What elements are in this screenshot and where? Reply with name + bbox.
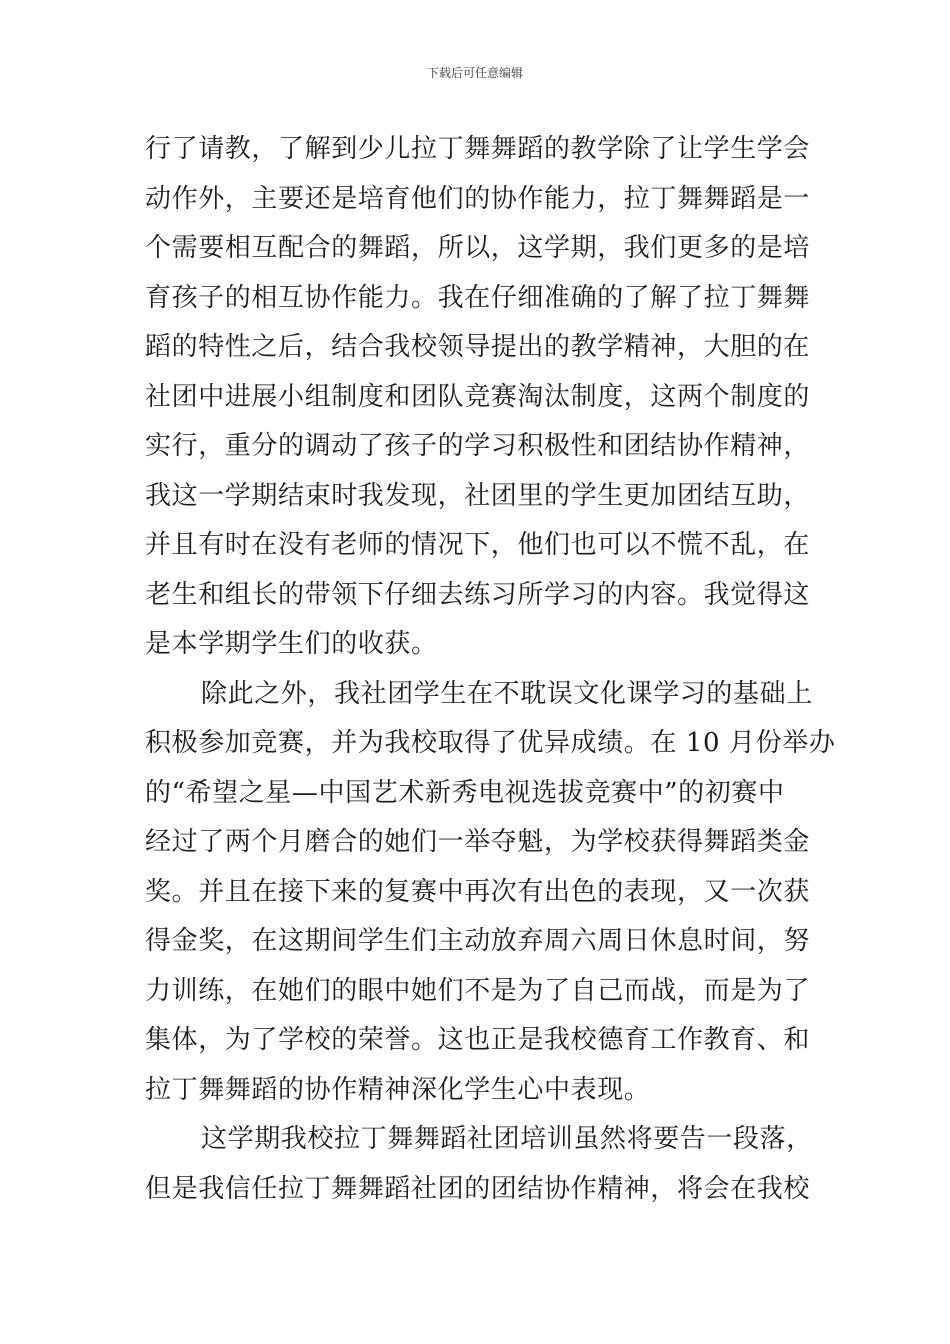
text-line: 老生和组长的带领下仔细去练习所学习的内容。我觉得这 <box>145 579 811 610</box>
text-line: 社团中进展小组制度和团队竞赛淘汰制度，这两个制度的 <box>145 381 811 412</box>
text-line: 奖。并且在接下来的复赛中再次有出色的表现，又一次获 <box>145 876 811 907</box>
page-header: 下载后可任意编辑 <box>426 66 523 80</box>
text-line: 的“希望之星—中国艺术新秀电视选拔竞赛中”的初赛中 <box>145 777 785 808</box>
paragraph-3 <box>145 1115 813 1214</box>
text-line: 并且有时在没有老师的情况下，他们也可以不慌不乱，在 <box>145 530 811 560</box>
text-line: 我这一学期结束时我发现，社团里的学生更加团结互助， <box>145 480 811 511</box>
paragraph-2 <box>145 670 836 1116</box>
text-line: 得金奖，在这期间学生们主动放弃周六周日休息时间，努 <box>145 926 811 956</box>
text-line: 是本学期学生们的收获。 <box>145 629 438 659</box>
text-line: 蹈的特性之后，结合我校领导提出的教学精神，大胆的在 <box>145 332 811 362</box>
text-line: 行了请教，了解到少儿拉丁舞舞蹈的教学除了让学生学会 <box>145 134 811 164</box>
text-line: 集体，为了学校的荣誉。这也正是我校德育工作教育、和 <box>145 1025 811 1055</box>
text-line: 拉丁舞舞蹈的协作精神深化学生心中表现。 <box>145 1074 651 1105</box>
text-line: 实行，重分的调动了孩子的学习积极性和团结协作精神， <box>145 431 811 461</box>
text-line: 个需要相互配合的舞蹈，所以，这学期，我们更多的是培 <box>145 233 811 263</box>
text-line-indented: 除此之外，我社团学生在不耽误文化课学习的基础上 <box>201 678 813 709</box>
text-line: 经过了两个月磨合的她们一举夺魁，为学校获得舞蹈类金 <box>145 827 811 857</box>
text-line: 积极参加竞赛，并为我校取得了优异成绩。在 10 月份举办 <box>145 728 836 758</box>
paragraph-1 <box>145 125 811 670</box>
text-line: 育孩子的相互协作能力。我在仔细准确的了解了拉丁舞舞 <box>145 282 811 313</box>
text-line: 力训练，在她们的眼中她们不是为了自己而战，而是为了 <box>145 975 811 1006</box>
text-line: 动作外，主要还是培育他们的协作能力，拉丁舞舞蹈是一 <box>145 183 811 214</box>
text-line-indented: 这学期我校拉丁舞舞蹈社团培训虽然将要告一段落， <box>201 1124 813 1154</box>
document-body <box>145 125 836 1214</box>
text-line: 但是我信任拉丁舞舞蹈社团的团结协作精神，将会在我校 <box>145 1173 811 1204</box>
